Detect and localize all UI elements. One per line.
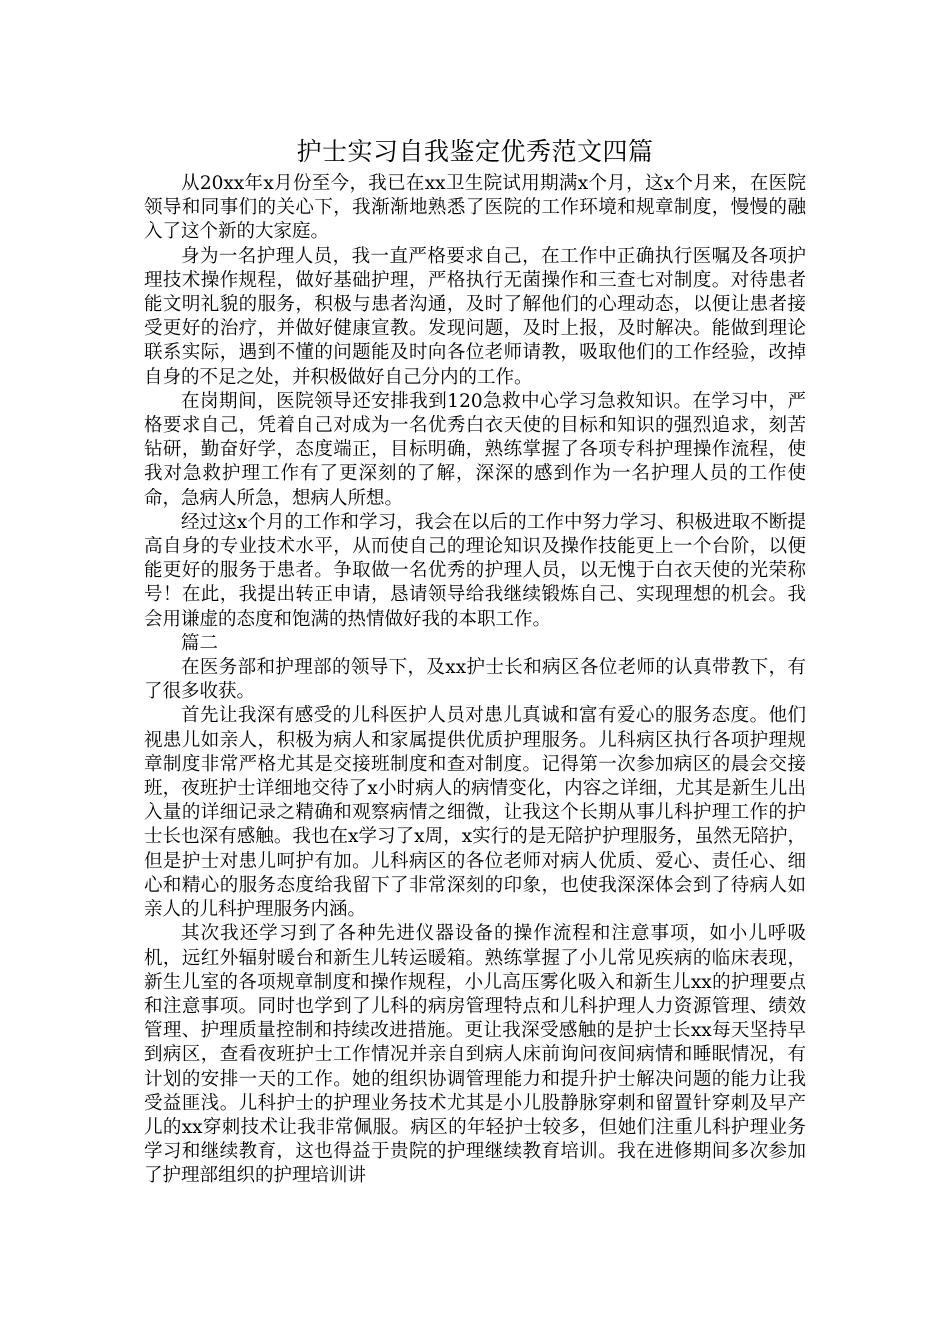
paragraph-2: 身为一名护理人员，我一直严格要求自己，在工作中正确执行医嘱及各项护理技术操作规程，做好基础护理，严格执行无菌操作和三查七对制度。对待患者能文明礼貌的服务，积极与患者沟通，及时了解他们的心理动态，以便让患者接受更好的治疗，并做好健康宣教。发现问题，及时上报，及时解决。能做到理论联系实际，遇到不懂的问题能及时向各位老师请教，吸取他们的工作经验，改掉自身的不足之处，并积极做好自己分内的工作。: [144, 245, 806, 388]
paragraph-1: 从20xx年x月份至今，我已在xx卫生院试用期满x个月，这x个月来，在医院领导和同事们的关心下，我渐渐地熟悉了医院的工作环境和规章制度，慢慢的融入了这个新的大家庭。: [144, 173, 806, 243]
paragraph-6: 首先让我深有感受的儿科医护人员对患儿真诚和富有爱心的服务态度。他们视患儿如亲人，积极为病人和家属提供优质护理服务。儿科病区执行各项护理规章制度非常严格尤其是交接班制度和查对制度。记得第一次参加病区的晨会交接班，夜班护士详细地交待了x小时病人的病情变化，内容之详细，尤其是新生儿出入量的详细记录之精确和观察病情之细微，让我这个长期从事儿科护理工作的护士长也深有感触。我也在x学习了x周，x实行的是无陪护护理服务，虽然无陪护，但是护士对患儿呵护有加。儿科病区的各位老师对病人优质、爱心、责任心、细心和精心的服务态度给我留下了非常深刻的印象，也使我深深体会到了待病人如亲人的儿科护理服务内涵。: [144, 705, 806, 921]
paragraph-4: 经过这x个月的工作和学习，我会在以后的工作中努力学习、积极进取不断提高自身的专业技术水平，从而使自己的理论知识及操作技能更上一个台阶，以便能更好的服务于患者。争取做一名优秀的护理人员，以无愧于白衣天使的光荣称号！在此，我提出转正申请，恳请领导给我继续锻炼自己、实现理想的机会。我会用谦虚的态度和饱满的热情做好我的本职工作。: [144, 511, 806, 630]
section-heading-part-two: 篇二: [181, 632, 219, 654]
paragraph-7: 其次我还学习到了各种先进仪器设备的操作流程和注意事项，如小儿呼吸机，远红外辐射暖台和新生儿转运暖箱。熟练掌握了小儿常见疾病的临床表现，新生儿室的各项规章制度和操作规程，小儿高压雾化吸入和新生儿xx的护理要点和注意事项。同时也学到了儿科的病房管理特点和儿科护理人力资源管理、绩效管理、护理质量控制和持续改进措施。更让我深受感触的是护士长xx每天坚持早到病区，查看夜班护士工作情况并亲自到病人床前询问夜间病情和睡眠情况，有计划的安排一天的工作。她的组织协调管理能力和提升护士解决问题的能力让我受益匪浅。儿科护士的护理业务技术尤其是小儿股静脉穿刺和留置针穿刺及早产儿的xx穿刺技术让我非常佩服。病区的年轻护士较多，但她们注重儿科护理业务学习和继续教育，这也得益于贵院的护理继续教育培训。我在进修期间多次参加了护理部组织的护理培训讲: [144, 923, 806, 1187]
paragraph-5: 在医务部和护理部的领导下，及xx护士长和病区各位老师的认真带教下，有了很多收获。: [144, 657, 806, 703]
paragraph-3: 在岗期间，医院领导还安排我到120急救中心学习急救知识。在学习中，严格要求自己，凭着自己对成为一名优秀白衣天使的目标和知识的强烈追求，刻苦钻研，勤奋好学，态度端正，目标明确，熟练掌握了各项专科护理操作流程，使我对急救护理工作有了更深刻的了解，深深的感到作为一名护理人员的工作使命，急病人所急，想病人所想。: [144, 390, 806, 509]
document-page: [144, 134, 806, 1189]
document-title: 护士实习自我鉴定优秀范文四篇: [296, 137, 654, 166]
